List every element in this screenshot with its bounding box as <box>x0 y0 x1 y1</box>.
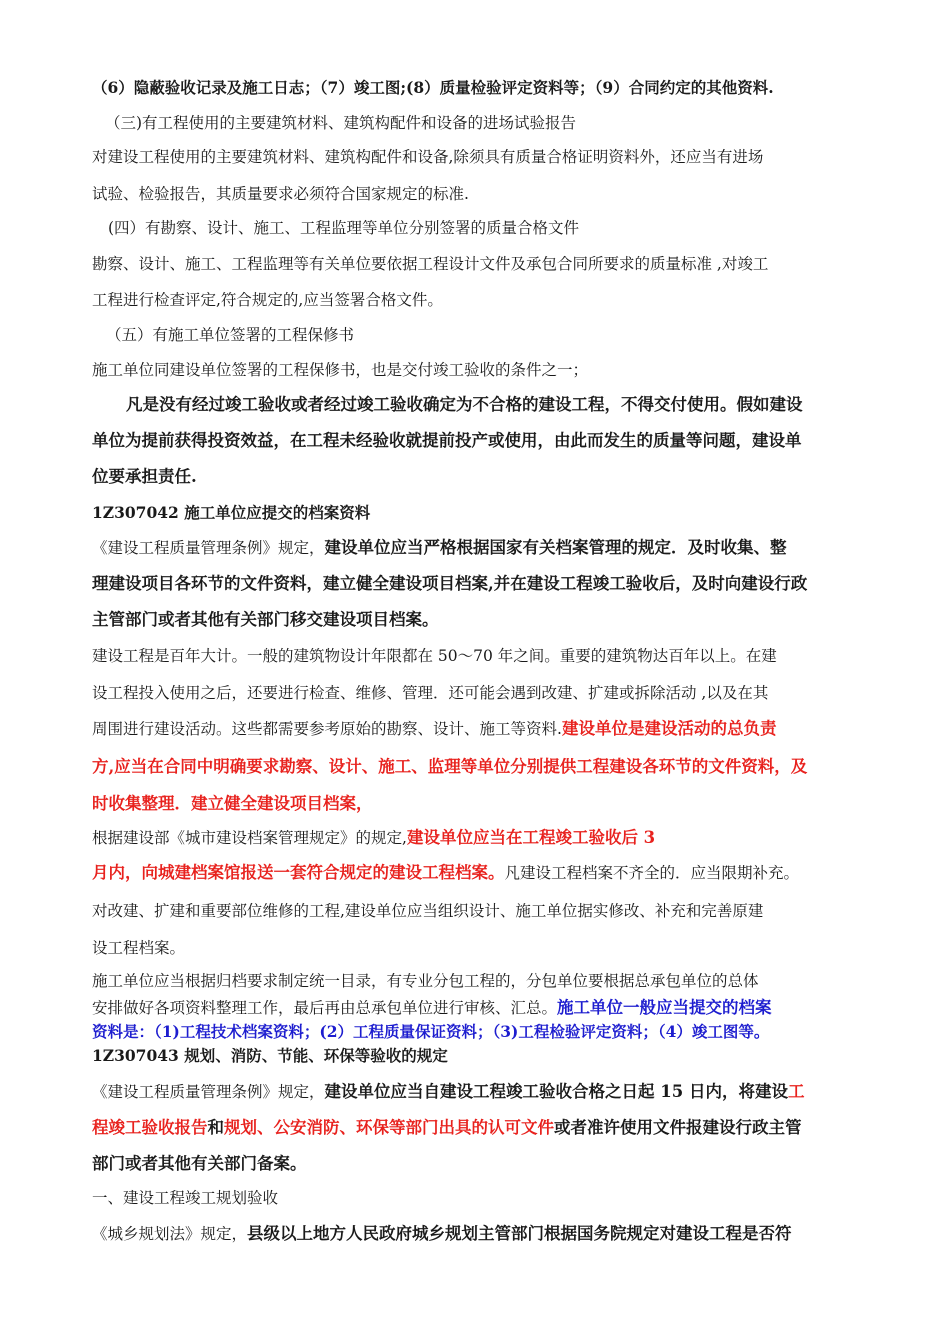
text-run: 《城乡规划法》规定， <box>92 1225 248 1243</box>
section-code-heading: 1Z307042 施工单位应提交的档案资料 <box>92 503 371 522</box>
section-heading: 一、建设工程竣工规划验收 <box>92 1189 279 1207</box>
text-line: 凡是没有经过竣工验收或者经过竣工验收确定为不合格的建设工程，不得交付使用。假如建设 <box>126 395 803 414</box>
text-line: 建设工程是百年大计。一般的建筑物设计年限都在 50～70 年之间。重要的建筑物达百年以上。在建 <box>92 647 777 665</box>
text-line <box>92 828 655 848</box>
text-line: （6）隐蔽验收记录及施工日志；（7）竣工图;(8）质量检验评定资料等；（9）合同约定的其他资料. <box>92 78 774 97</box>
text-line <box>92 719 776 739</box>
text-line: 设工程投入使用之后，还要进行检查、维修、管理．还可能会遇到改建、扩建或拆除活动 ,以及在其 <box>92 684 769 702</box>
text-run-red: 月内，向城建档案馆报送一套符合规定的建设工程档案。 <box>92 863 505 882</box>
text-line: 施工单位同建设单位签署的工程保修书，也是交付竣工验收的条件之一； <box>92 361 589 379</box>
text-run-red: 建设单位是建设活动的总负责 <box>561 719 777 738</box>
text-run: 《建设工程质量管理条例》规定， <box>92 1083 325 1101</box>
text-line <box>92 1022 769 1042</box>
text-line: 施工单位应当根据归档要求制定统一目录，有专业分包工程的，分包单位要根据总承包单位的总体 <box>92 972 759 990</box>
text-run-blue: 资料是：（1)工程技术档案资料；(2）工程质量保证资料；（3)工程检验评定资料；（4）竣工图等。 <box>92 1022 770 1041</box>
text-line: 理建设项目各环节的文件资料，建立健全建设项目档案,并在建设工程竣工验收后，及时向建设行政 <box>92 574 808 593</box>
text-line-red: 时收集整理．建立健全建设项目档案， <box>92 794 373 813</box>
text-line: 设工程档案。 <box>92 939 186 957</box>
text-run-red: 程竣工验收报告 <box>92 1118 208 1137</box>
text-line <box>92 1118 802 1138</box>
text-line: 单位为提前获得投资效益，在工程未经验收就提前投产或使用，由此而发生的质量等问题，建设单 <box>92 431 802 450</box>
text-line <box>92 863 799 883</box>
text-run-bold: 和 <box>207 1118 224 1137</box>
text-run-bold: 建设单位应当严格根据国家有关档案管理的规定．及时收集、整 <box>324 538 787 557</box>
text-line: 勘察、设计、施工、工程监理等有关单位要依据工程设计文件及承包合同所要求的质量标准 ,对竣工 <box>92 255 769 273</box>
section-heading: (四）有勘察、设计、施工、工程监理等单位分别签署的质量合格文件 <box>108 219 580 237</box>
section-heading: （三)有工程使用的主要建筑材料、建筑构配件和设备的进场试验报告 <box>105 114 577 132</box>
text-line: 部门或者其他有关部门备案。 <box>92 1154 307 1173</box>
text-line: 试验、检验报告，其质量要求必须符合国家规定的标准. <box>92 185 469 203</box>
text-run-red: 建设单位应当在工程竣工验收后 3 <box>406 828 656 847</box>
text-line: 对建设工程使用的主要建筑材料、建筑构配件和设备,除须具有质量合格证明资料外，还应当有进场 <box>92 148 764 166</box>
text-run-red: 工 <box>787 1082 805 1101</box>
text-line: 工程进行检查评定,符合规定的,应当签署合格文件。 <box>92 291 443 309</box>
text-line <box>92 998 772 1018</box>
text-line-red: 方,应当在合同中明确要求勘察、设计、施工、监理等单位分别提供工程建设各环节的文件资料，及 <box>92 757 808 776</box>
text-run-bold: 县级以上地方人民政府城乡规划主管部门根据国务院规定对建设工程是否符 <box>247 1224 792 1243</box>
text-run-bold: 建设单位应当自建设工程竣工验收合格之日起 15 日内，将建设 <box>324 1082 788 1101</box>
text-line <box>92 538 787 558</box>
text-run: 凡建设工程档案不齐全的．应当限期补充。 <box>504 864 800 882</box>
section-heading: （五）有施工单位签署的工程保修书 <box>106 326 355 344</box>
section-code-heading: 1Z307043 规划、消防、节能、环保等验收的规定 <box>92 1046 448 1065</box>
text-line: 位要承担责任. <box>92 467 197 486</box>
text-line: 对改建、扩建和重要部位维修的工程,建设单位应当组织设计、施工单位据实修改、补充和完善原建 <box>92 902 764 920</box>
text-run: 安排做好各项资料整理工作，最后再由总承包单位进行审核、汇总。 <box>92 999 558 1017</box>
text-line <box>92 1082 804 1102</box>
text-run: 《建设工程质量管理条例》规定， <box>92 539 325 557</box>
text-line <box>92 1224 792 1244</box>
text-run-blue: 施工单位一般应当提交的档案 <box>557 998 772 1017</box>
text-run-bold: 或者准许使用文件报建设行政主管 <box>554 1118 802 1137</box>
text-run: 周围进行建设活动。这些都需要参考原始的勘察、设计、施工等资料. <box>92 720 562 738</box>
text-run: 根据建设部《城市建设档案管理规定》的规定, <box>92 829 407 847</box>
text-run-red: 规划、公安消防、环保等部门出具的认可文件 <box>224 1118 554 1137</box>
text-line: 主管部门或者其他有关部门移交建设项目档案。 <box>92 610 439 629</box>
